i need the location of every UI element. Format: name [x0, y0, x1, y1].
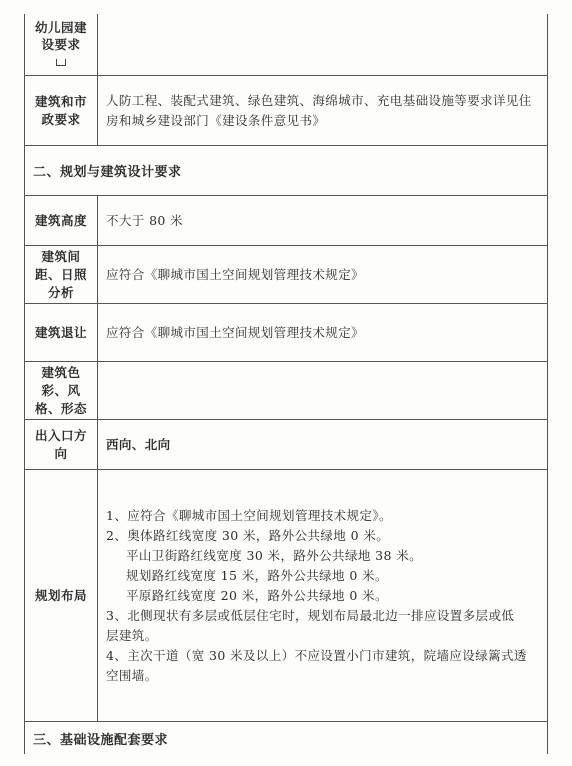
row-value: [98, 14, 547, 75]
list-item: 3、北侧现状有多层或低层住宅时，规划布局最北边一排应设置多层或低: [106, 607, 515, 623]
table-row: [25, 196, 547, 246]
table-row: [25, 362, 547, 420]
row-label: 规划布局: [25, 470, 98, 721]
section-heading: 二、规划与建筑设计要求: [25, 146, 547, 196]
list-item: 1、应符合《聊城市国土空间规划管理技术规定》。: [106, 507, 392, 523]
table-row: [25, 76, 547, 146]
table-row: [25, 14, 547, 76]
list-item: 2、奥体路红线宽度 30 米，路外公共绿地 0 米。: [106, 527, 390, 543]
row-value: 应符合《聊城市国土空间规划管理技术规定》: [106, 324, 365, 340]
row-label: 建筑和市政要求: [25, 76, 98, 145]
list-item: 平原路红线宽度 20 米，路外公共绿地 0 米。: [126, 587, 388, 603]
row-value: 应符合《聊城市国土空间规划管理技术规定》: [106, 266, 365, 282]
row-value: [98, 470, 547, 721]
table-row: [25, 246, 547, 304]
table-row: [25, 304, 547, 362]
list-item: 空围墙。: [106, 667, 158, 683]
row-label: 建筑高度: [25, 196, 98, 245]
layout-requirements-list: [106, 506, 527, 686]
row-label: 出入口方向: [25, 420, 98, 469]
row-value: 西向、北向: [106, 436, 171, 452]
list-item: 4、主次干道（宽 30 米及以上）不应设置小门市建筑，院墙应设绿篱式透: [106, 647, 527, 663]
row-value: [98, 362, 547, 419]
list-item: 平山卫街路红线宽度 30 米，路外公共绿地 38 米。: [126, 547, 423, 563]
table-row: [25, 470, 547, 722]
requirements-table: [24, 14, 548, 754]
stamp-icon: [56, 59, 66, 66]
row-label: 建筑间距、日照分析: [25, 246, 98, 303]
section-heading: 三、基础设施配套要求: [33, 732, 169, 748]
table-row: [25, 420, 547, 470]
row-value: 不大于 80 米: [106, 212, 184, 228]
row-label: 建筑退让: [25, 304, 98, 361]
row-label: [25, 14, 98, 75]
list-item: 层建筑。: [106, 627, 158, 643]
list-item: 规划路红线宽度 15 米，路外公共绿地 0 米。: [126, 567, 388, 583]
row-label: 建筑色彩、风格、形态: [25, 362, 98, 419]
row-value: 人防工程、装配式建筑、绿色建筑、海绵城市、充电基础设施等要求详见住房和城乡建设部门《建设条件意见书》: [106, 92, 532, 128]
kindergarten-label: 幼儿园建设要求: [34, 20, 87, 52]
